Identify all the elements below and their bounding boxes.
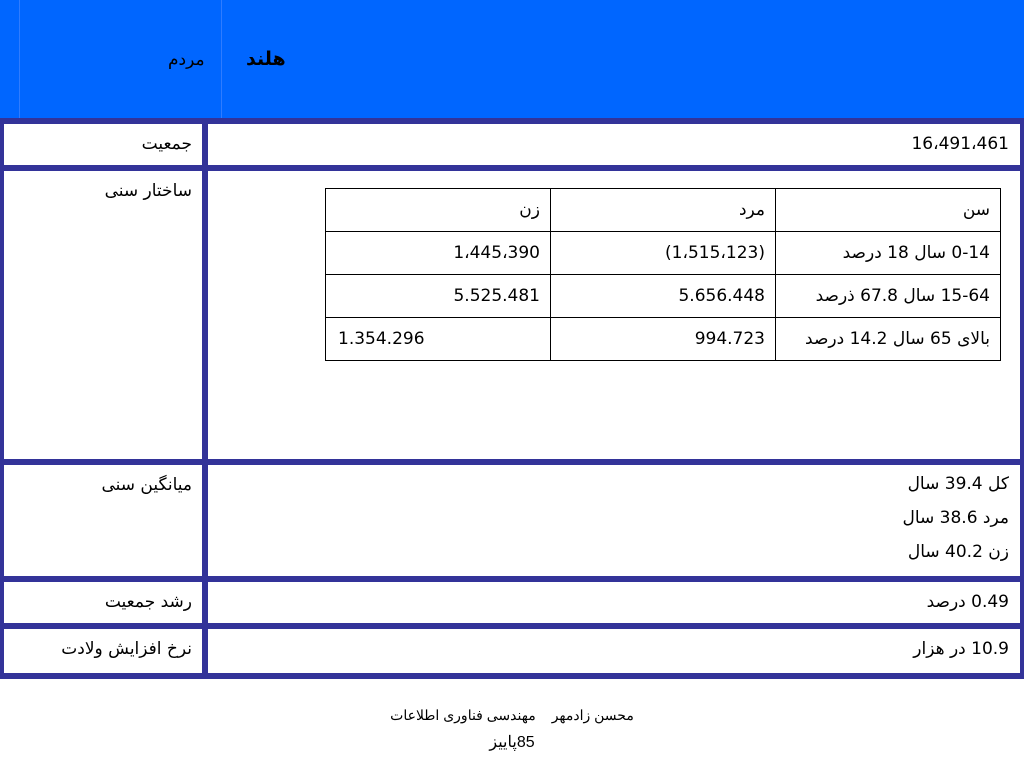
growth-value: 0.49 درصد — [208, 582, 1020, 623]
country-facts-table — [0, 118, 1024, 679]
footer-author: محسن زادمهر — [551, 707, 634, 723]
female-cell: 5.525.481 — [326, 275, 551, 318]
birth-rate-label: نرخ افزایش ولادت — [4, 629, 202, 673]
age-structure-cell — [208, 171, 1020, 459]
female-cell: 1.354.296 — [326, 318, 551, 361]
median-age-female: زن 40.2 سال — [907, 542, 1009, 562]
header-people-label: مردم — [168, 50, 205, 70]
population-value: 16،491،461 — [208, 124, 1020, 165]
age-cell: بالای 65 سال 14.2 درصد — [776, 318, 1001, 361]
table-header-row — [326, 189, 1001, 232]
table-row — [326, 318, 1001, 361]
age-structure-table — [325, 188, 1001, 361]
population-label: جمعیت — [4, 124, 202, 165]
header-band — [0, 0, 1024, 118]
median-age-value — [208, 465, 1020, 576]
birth-rate-value: 10.9 در هزار — [208, 629, 1020, 673]
age-cell: 15-64 سال 67.8 ذرصد — [776, 275, 1001, 318]
growth-label: رشد جمعیت — [4, 582, 202, 623]
median-age-total: کل 39.4 سال — [907, 474, 1009, 494]
median-age-male: مرد 38.6 سال — [902, 508, 1009, 528]
female-cell: 1،445،390 — [326, 232, 551, 275]
median-age-label: میانگین سنی — [4, 465, 202, 576]
table-row — [326, 232, 1001, 275]
header-country-title: هلند — [246, 48, 286, 70]
male-cell: 994.723 — [551, 318, 776, 361]
male-cell: (1،515،123) — [551, 232, 776, 275]
header-female: زن — [326, 189, 551, 232]
header-divider — [221, 0, 222, 118]
footer-department: مهندسی فناوری اطلاعات — [390, 707, 536, 723]
header-male: مرد — [551, 189, 776, 232]
age-structure-label: ساختار سنی — [4, 171, 202, 459]
male-cell: 5.656.448 — [551, 275, 776, 318]
footer-term: 85پاییز — [489, 734, 535, 751]
footer-credit-line — [0, 707, 1024, 724]
table-row — [326, 275, 1001, 318]
header-divider — [19, 0, 20, 118]
header-age: سن — [776, 189, 1001, 232]
age-cell: 0-14 سال 18 درصد — [776, 232, 1001, 275]
